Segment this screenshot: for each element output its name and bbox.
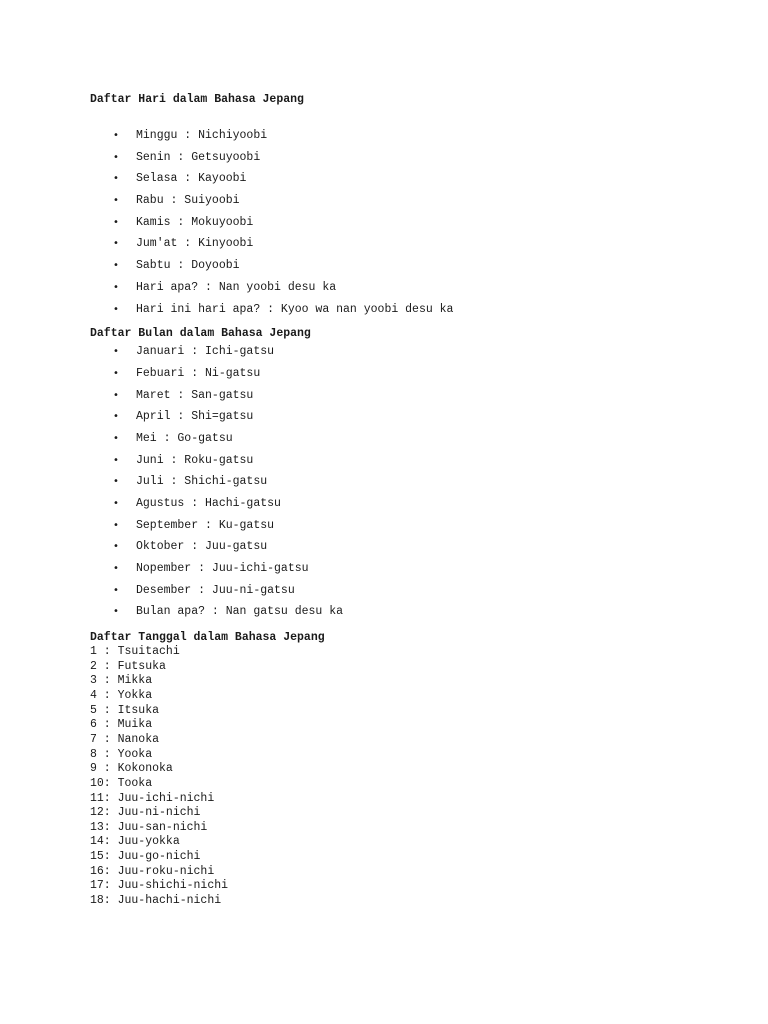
date-line: 12: Juu-ni-nichi	[90, 806, 201, 820]
date-line: 8 : Yooka	[90, 747, 153, 761]
list-item	[90, 536, 730, 558]
list-item	[90, 233, 730, 255]
list-item	[90, 385, 730, 407]
date-line: 13: Juu-san-nichi	[90, 820, 208, 834]
list-item	[90, 190, 730, 212]
list-item-text: Selasa : Kayoobi	[136, 172, 247, 186]
document-page	[90, 92, 730, 909]
dates-heading: Daftar Tanggal dalam Bahasa Jepang	[90, 631, 325, 645]
bullet-icon: •	[113, 606, 119, 618]
date-line: 7 : Nanoka	[90, 732, 160, 746]
bullet-icon: •	[113, 173, 119, 185]
bullet-icon: •	[113, 411, 119, 423]
months-heading: Daftar Bulan dalam Bahasa Jepang	[90, 327, 311, 341]
list-item	[90, 493, 730, 515]
bullet-icon: •	[113, 563, 119, 575]
date-line: 11: Juu-ichi-nichi	[90, 791, 215, 805]
bullet-icon: •	[113, 389, 119, 401]
list-item-text: Oktober : Juu-gatsu	[136, 540, 268, 554]
date-line: 5 : Itsuka	[90, 703, 160, 717]
bullet-icon: •	[113, 498, 119, 509]
list-item	[90, 255, 730, 277]
list-item-text: Hari apa? : Nan yoobi desu ka	[136, 280, 337, 294]
list-item-text: Bulan apa? : Nan gatsu desu ka	[136, 605, 344, 619]
list-item-text: Juni : Roku-gatsu	[136, 453, 254, 467]
list-item-text: Maret : San-gatsu	[136, 388, 254, 402]
list-item-text: Mei : Go-gatsu	[136, 431, 233, 445]
bullet-icon: •	[113, 216, 119, 228]
months-list	[90, 341, 730, 623]
list-item-text: Minggu : Nichiyoobi	[136, 129, 268, 142]
list-item	[90, 277, 730, 299]
days-list	[90, 125, 730, 320]
bullet-icon: •	[113, 454, 119, 466]
list-item	[90, 471, 730, 493]
date-line: 18: Juu-hachi-nichi	[90, 894, 222, 908]
list-item	[90, 515, 730, 537]
list-item-text: Agustus : Hachi-gatsu	[136, 497, 281, 510]
list-item-text: Kamis : Mokuyoobi	[136, 215, 254, 229]
date-line: 15: Juu-go-nichi	[90, 850, 201, 864]
bullet-icon: •	[113, 130, 119, 141]
dates-list	[90, 645, 730, 909]
date-line: 4 : Yokka	[90, 689, 153, 703]
list-item	[90, 580, 730, 602]
days-heading: Daftar Hari dalam Bahasa Jepang	[90, 93, 304, 106]
list-item-text: Januari : Ichi-gatsu	[136, 345, 275, 359]
bullet-icon: •	[113, 476, 119, 488]
list-item	[90, 125, 730, 147]
list-item-text: September : Ku-gatsu	[136, 518, 275, 532]
date-line: 10: Tooka	[90, 776, 153, 790]
bullet-icon: •	[113, 584, 119, 596]
list-item-text: Sabtu : Doyoobi	[136, 259, 240, 273]
list-item	[90, 428, 730, 450]
bullet-icon: •	[113, 238, 119, 250]
list-item	[90, 147, 730, 169]
list-item	[90, 212, 730, 234]
list-item-text: Nopember : Juu-ichi-gatsu	[136, 562, 309, 576]
bullet-icon: •	[113, 303, 119, 315]
list-item-text: Jum'at : Kinyoobi	[136, 237, 254, 251]
date-line: 2 : Futsuka	[90, 659, 166, 673]
bullet-icon: •	[113, 195, 119, 207]
list-item-text: Rabu : Suiyoobi	[136, 194, 240, 208]
bullet-icon: •	[113, 519, 119, 531]
list-item	[90, 450, 730, 472]
date-line: 9 : Kokonoka	[90, 762, 173, 776]
list-item-text: April : Shi=gatsu	[136, 410, 254, 424]
bullet-icon: •	[113, 346, 119, 358]
bullet-icon: •	[113, 367, 119, 379]
date-line: 14: Juu-yokka	[90, 835, 180, 849]
bullet-icon: •	[113, 281, 119, 293]
date-line: 6 : Muika	[90, 718, 153, 732]
list-item-text: Senin : Getsuyoobi	[136, 150, 261, 164]
list-item	[90, 363, 730, 385]
date-line: 1 : Tsuitachi	[90, 645, 180, 659]
bullet-icon: •	[113, 432, 119, 444]
list-item-text: Juli : Shichi-gatsu	[136, 475, 268, 489]
list-item-text: Hari ini hari apa? : Kyoo wa nan yoobi desu ka	[136, 302, 454, 316]
list-item	[90, 341, 730, 363]
date-line: 3 : Mikka	[90, 674, 153, 688]
list-item-text: Desember : Juu-ni-gatsu	[136, 583, 295, 597]
date-line: 16: Juu-roku-nichi	[90, 864, 215, 878]
list-item	[90, 601, 730, 623]
bullet-icon: •	[113, 541, 119, 553]
list-item	[90, 299, 730, 321]
list-item	[90, 406, 730, 428]
date-line: 17: Juu-shichi-nichi	[90, 879, 229, 893]
bullet-icon: •	[113, 151, 119, 163]
list-item-text: Febuari : Ni-gatsu	[136, 366, 261, 380]
bullet-icon: •	[113, 260, 119, 272]
list-item	[90, 558, 730, 580]
list-item	[90, 168, 730, 190]
